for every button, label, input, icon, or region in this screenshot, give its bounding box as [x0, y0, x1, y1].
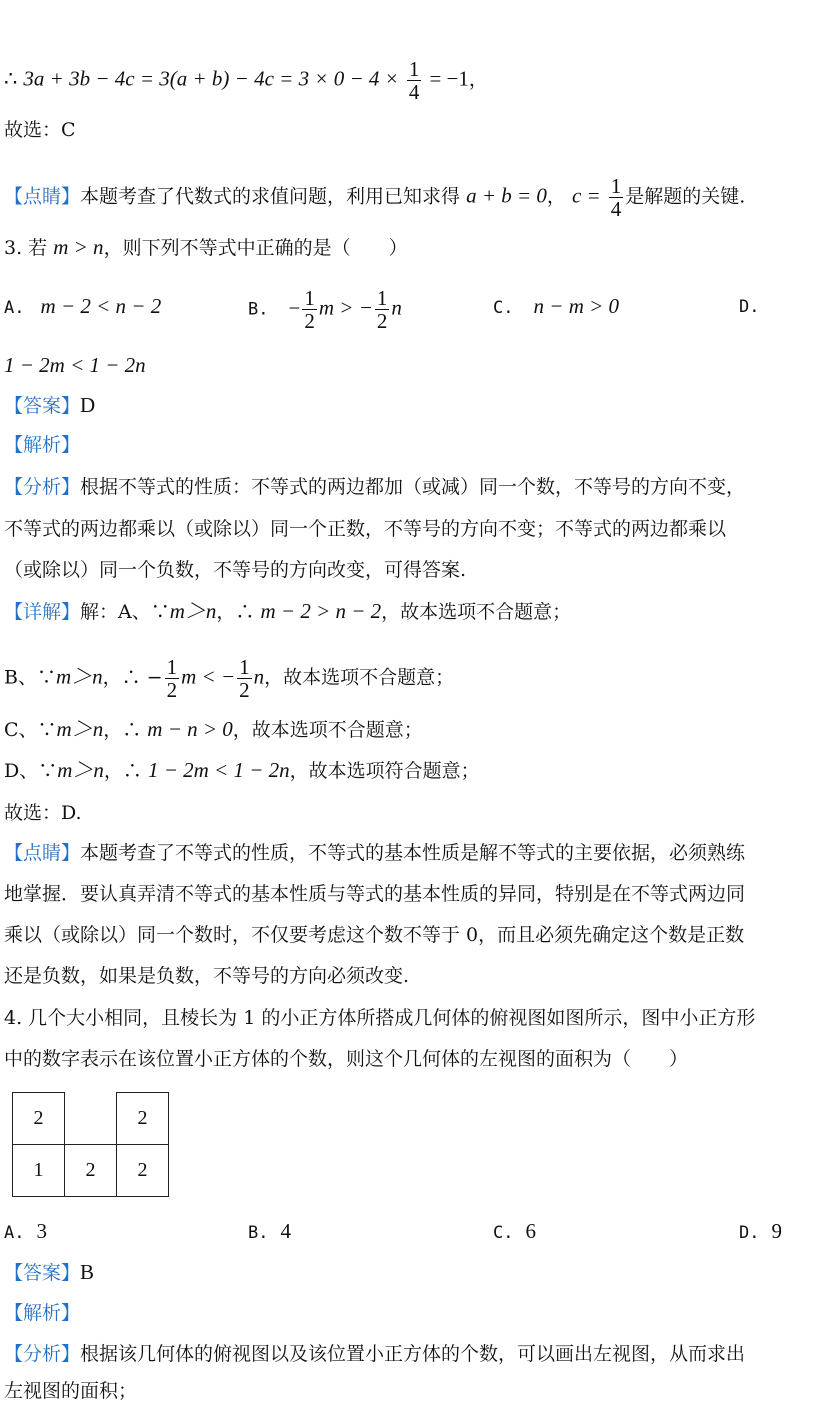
q4-jiexi: 【解析】 — [4, 1302, 81, 1324]
q4-option-c: C. 6 — [493, 1219, 536, 1243]
q3-option-a: A. m − 2 < n − 2 — [4, 294, 162, 318]
q3-xiangjie-b: B、∵m＞n，∴ − $\frac{1}{2}$ m < − $\frac{1}{2}$ n，故本选项不合题意； — [4, 655, 455, 702]
q3-answer: 【答案】D — [4, 393, 96, 417]
question-4-line2: 中的数字表示在该位置小正方体的个数，则这个几何体的左视图的面积为（ ） — [4, 1048, 689, 1070]
q3-fenxi-line3: （或除以）同一个负数，不等号的方向改变，可得答案. — [4, 559, 467, 581]
q3-fenxi-line1: 【分析】根据不等式的性质：不等式的两边都加（或减）同一个数，不等号的方向不变， — [4, 476, 746, 498]
answer-line: 故选：C — [4, 119, 76, 141]
fraction: $\frac{1}{2}$ — [166, 655, 178, 702]
fraction: $\frac{1}{2}$ — [304, 286, 315, 333]
top-view-grid — [12, 1092, 169, 1197]
fraction: $\frac{1}{2}$ — [376, 286, 388, 333]
grid-cell: 2 — [117, 1093, 169, 1145]
question-4-line1: 4. 几个大小相同，且棱长为 1 的小正方体所搭成几何体的俯视图如图所示，图中小正方形 — [4, 1007, 756, 1029]
q4-fenxi-line2: 左视图的面积； — [4, 1380, 138, 1402]
dianjing-1: 【点睛】本题考查了代数式的求值问题，利用已知求得 a + b = 0， c = $\frac{1}{4}$ 是解题的关键. — [4, 174, 746, 221]
grid-cell: 2 — [13, 1093, 65, 1145]
grid-cell: 1 — [13, 1145, 65, 1197]
fraction: $\frac{1}{2}$ — [239, 655, 250, 702]
q3-xiangjie-a: 【详解】解：A、∵m＞n，∴ m − 2 > n − 2，故本选项不合题意； — [4, 599, 572, 623]
q3-dianjing-line1: 【点睛】本题考查了不等式的性质，不等式的基本性质是解不等式的主要依据，必须熟练 — [4, 842, 746, 864]
q3-option-c: C. n − m > 0 — [493, 294, 620, 318]
q3-choose: 故选：D. — [4, 802, 82, 824]
q3-dianjing-line4: 还是负数，如果是负数，不等号的方向必须改变. — [4, 965, 410, 987]
fraction: $\frac{1}{4}$ — [610, 174, 622, 221]
q4-answer: 【答案】B — [4, 1260, 95, 1284]
grid-cell-empty — [65, 1093, 117, 1145]
q3-option-d-label: D. — [739, 297, 760, 317]
q4-option-b: B. 4 — [248, 1219, 291, 1243]
q3-jiexi: 【解析】 — [4, 434, 81, 456]
calc-line: ∴ 3a + 3b − 4c = 3(a + b) − 4c = 3 × 0 − 4 × $\frac{1}{4}$ = −1， — [4, 57, 488, 104]
fraction: $\frac{1}{4}$ — [408, 57, 420, 104]
question-3: 3. 若 m > n，则下列不等式中正确的是（ ） — [4, 235, 408, 259]
q3-option-b: B. − $\frac{1}{2}$ m > − $\frac{1}{2}$ n — [248, 286, 402, 333]
q4-option-a: A. 3 — [4, 1219, 47, 1243]
q3-fenxi-line2: 不等式的两边都乘以（或除以）同一个正数，不等号的方向不变；不等式的两边都乘以 — [4, 518, 727, 540]
q3-dianjing-line2: 地掌握．要认真弄清不等式的基本性质与等式的基本性质的异同，特别是在不等式两边同 — [4, 883, 746, 905]
grid-cell: 2 — [117, 1145, 169, 1197]
q3-xiangjie-d: D、∵m＞n，∴ 1 − 2m < 1 − 2n，故本选项符合题意； — [4, 758, 480, 782]
q3-option-d-math: 1 − 2m < 1 − 2n — [4, 353, 146, 377]
q4-option-d: D. 9 — [739, 1219, 782, 1243]
q3-dianjing-line3: 乘以（或除以）同一个数时，不仅要考虑这个数不等于 0，而且必须先确定这个数是正数 — [4, 924, 745, 946]
q3-xiangjie-c: C、∵m＞n，∴ m − n > 0，故本选项不合题意； — [4, 717, 423, 741]
q4-fenxi-line1: 【分析】根据该几何体的俯视图以及该位置小正方体的个数，可以画出左视图，从而求出 — [4, 1343, 746, 1365]
grid-cell: 2 — [65, 1145, 117, 1197]
